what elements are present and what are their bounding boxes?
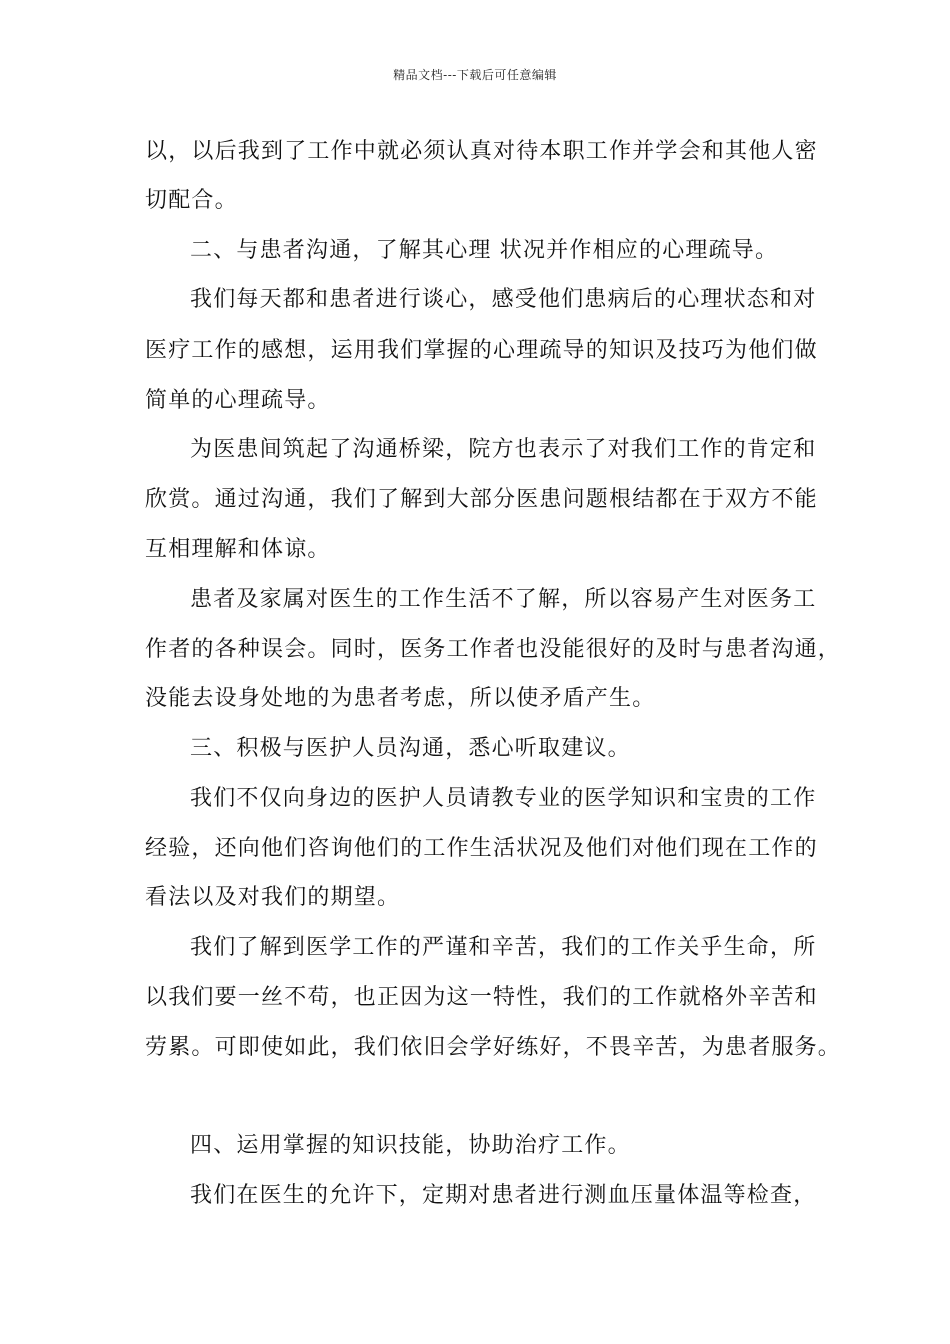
page-header: 精品文档---下载后可任意编辑 [393, 68, 557, 82]
paragraph-line: 以，以后我到了工作中就必须认真对待本职工作并学会和其他人密 [145, 139, 818, 164]
paragraph-line: 看法以及对我们的期望。 [145, 885, 401, 910]
paragraph-line: 我们不仅向身边的医护人员请教专业的医学知识和宝贵的工作 [190, 786, 817, 811]
paragraph-line: 医疗工作的感想，运用我们掌握的心理疏导的知识及技巧为他们做 [145, 338, 818, 363]
paragraph-line: 为医患间筑起了沟通桥梁，院方也表示了对我们工作的肯定和 [190, 437, 817, 462]
paragraph-line: 经验，还向他们咨询他们的工作生活状况及他们对他们现在工作的 [145, 836, 818, 861]
paragraph-line: 欣赏。通过沟通，我们了解到大部分医患问题根结都在于双方不能 [145, 487, 818, 512]
paragraph-line: 作者的各种误会。同时，医务工作者也没能很好的及时与患者沟通， [145, 637, 842, 662]
section-heading: 四、运用掌握的知识技能，协助治疗工作。 [190, 1133, 631, 1158]
paragraph-line: 切配合。 [145, 188, 238, 213]
paragraph-line: 互相理解和体谅。 [145, 537, 331, 562]
paragraph-line: 我们在医生的允许下，定期对患者进行测血压量体温等检查， [190, 1183, 817, 1208]
paragraph-line: 没能去设身处地的为患者考虑，所以使矛盾产生。 [145, 686, 656, 711]
paragraph-line: 简单的心理疏导。 [145, 388, 331, 413]
section-heading: 三、积极与医护人员沟通，悉心听取建议。 [190, 736, 631, 761]
paragraph-line: 以我们要一丝不苟，也正因为这一特性，我们的工作就格外辛苦和 [145, 985, 818, 1010]
paragraph-line: 劳累。可即使如此，我们依旧会学好练好，不畏辛苦，为患者服务。 [145, 1035, 842, 1060]
paragraph-line: 我们了解到医学工作的严谨和辛苦，我们的工作关乎生命，所 [190, 935, 817, 960]
section-heading: 二、与患者沟通，了解其心理 状况并作相应的心理疏导。 [190, 238, 779, 263]
paragraph-line: 患者及家属对医生的工作生活不了解，所以容易产生对医务工 [190, 587, 817, 612]
paragraph-line: 我们每天都和患者进行谈心，感受他们患病后的心理状态和对 [190, 287, 817, 312]
